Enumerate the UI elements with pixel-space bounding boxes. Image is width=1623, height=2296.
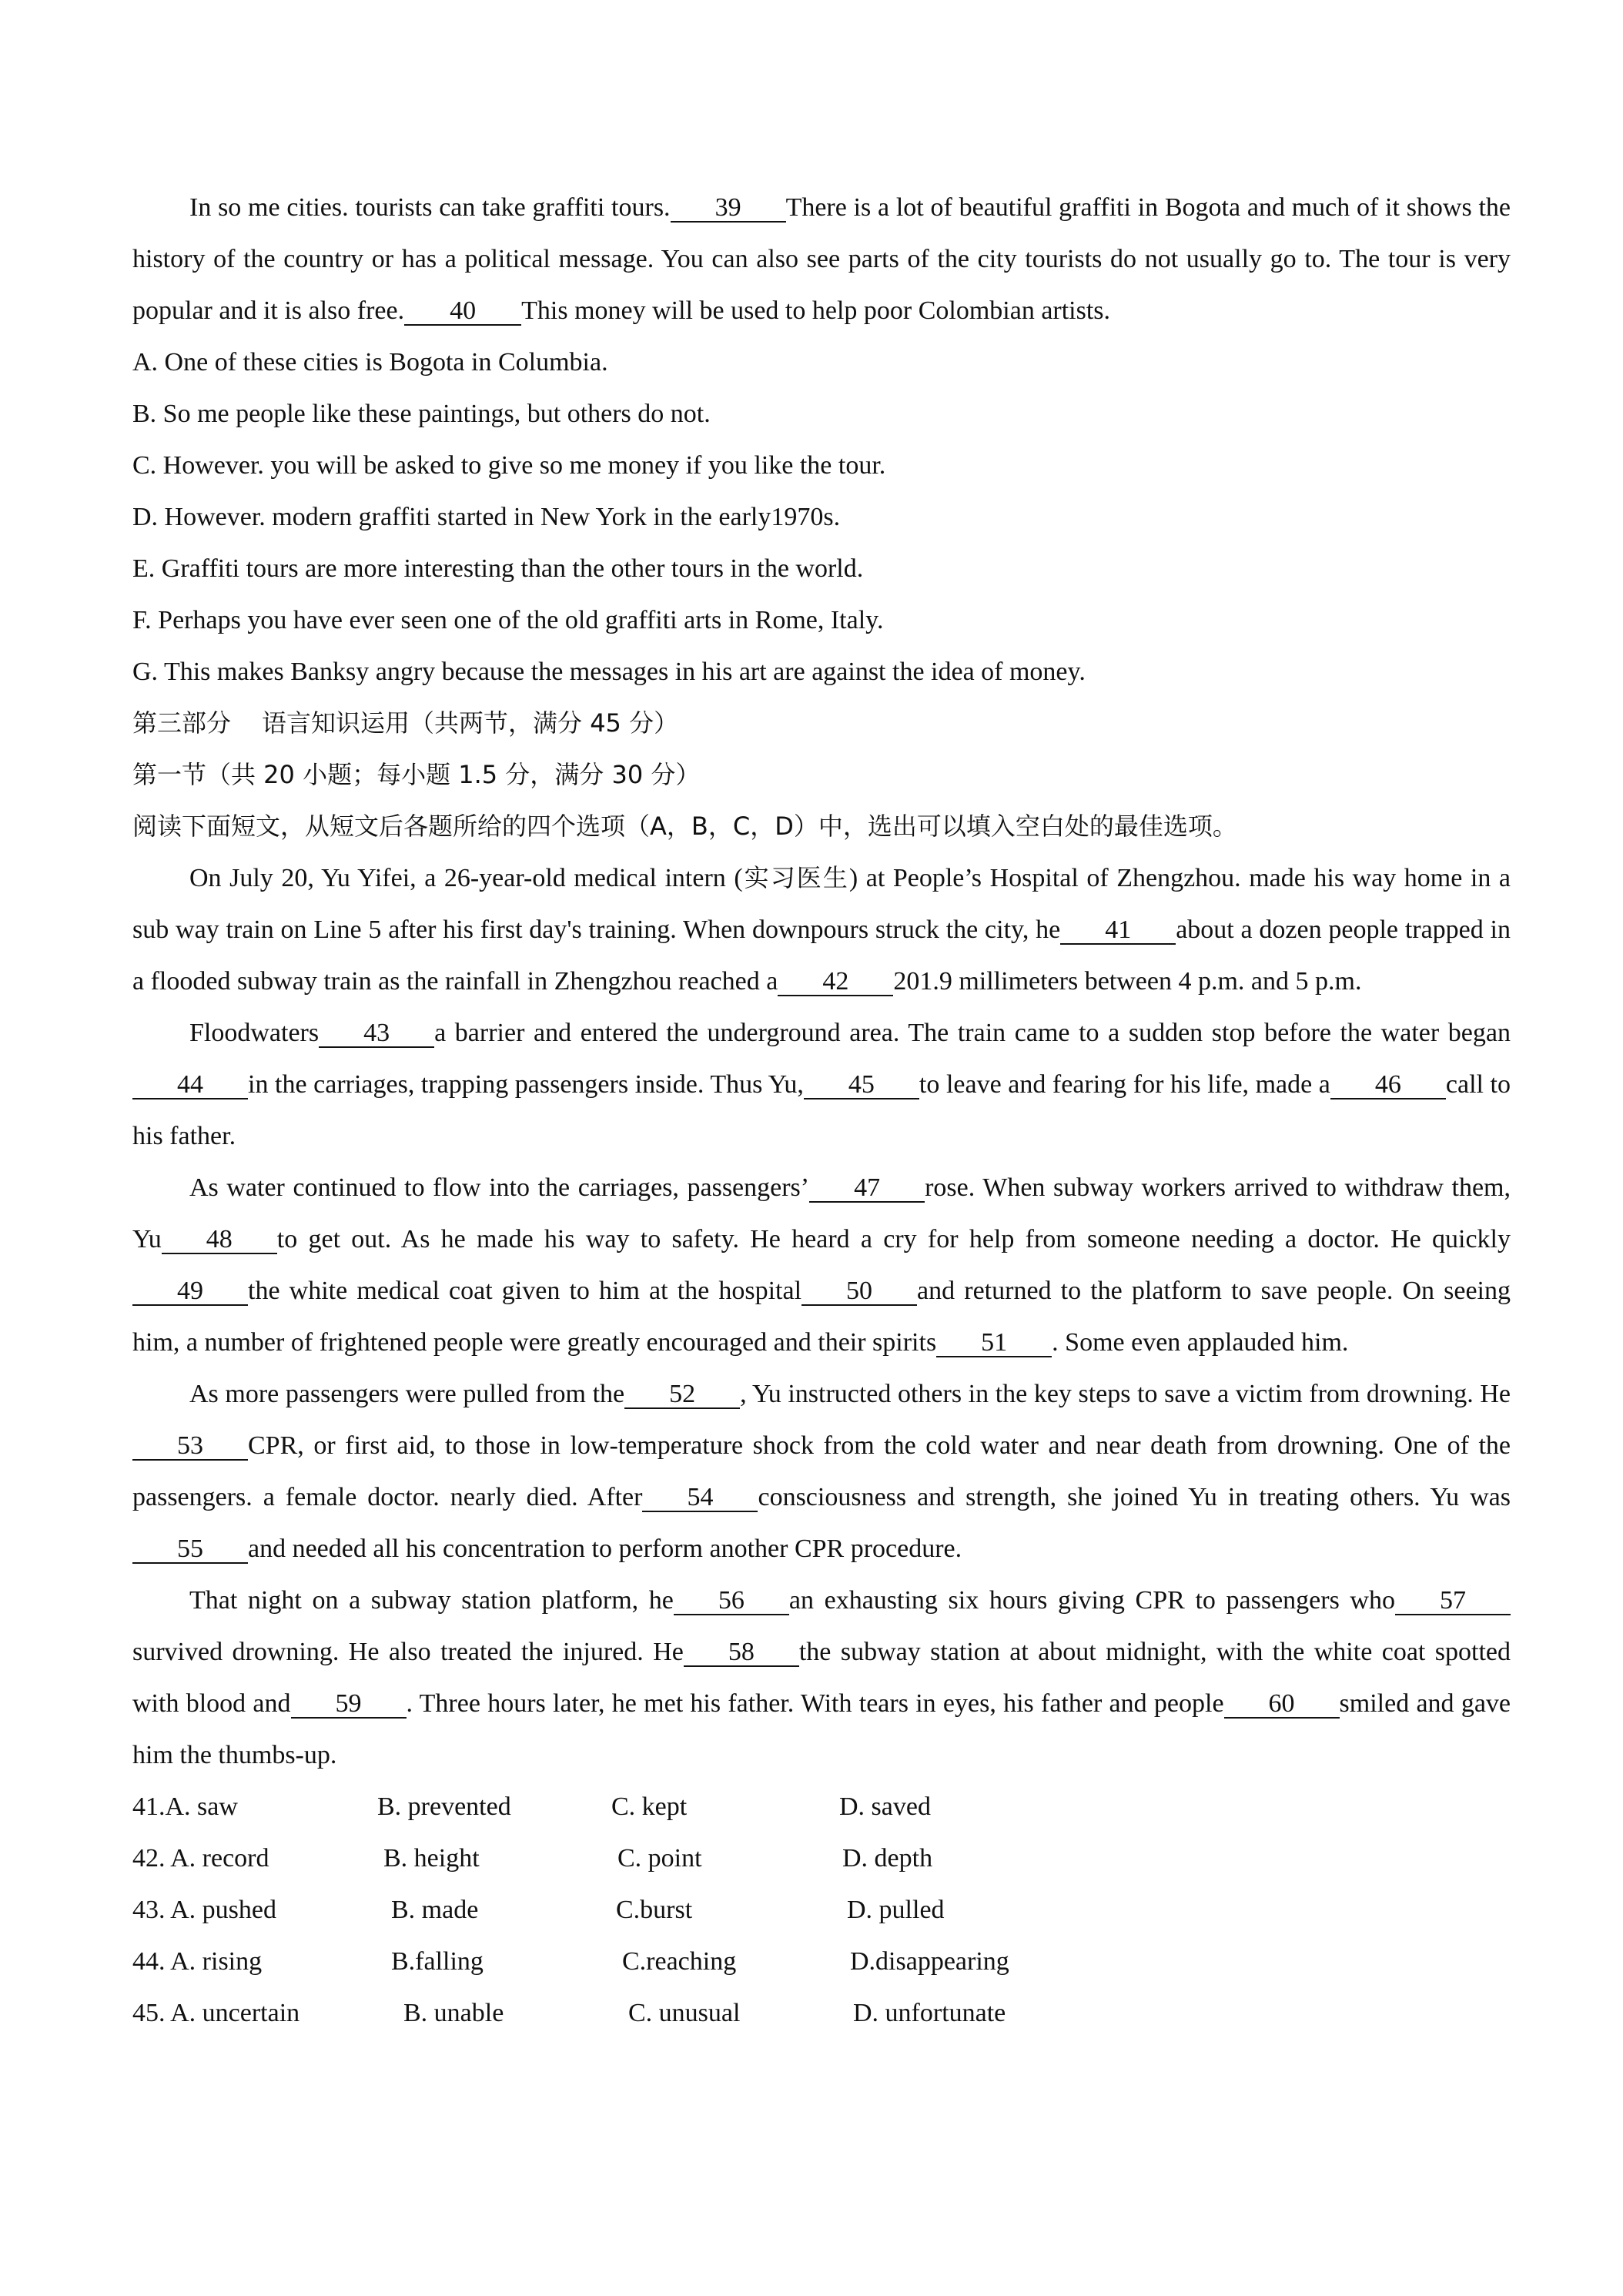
choice-b: B. height [383,1844,480,1873]
question-44 [132,1936,1511,1987]
blank-40: 40 [404,298,521,326]
cloze-paragraph [132,1575,1511,1781]
cloze-text: to leave and fearing for his life, made a [919,1070,1330,1099]
blank-43: 43 [319,1020,434,1048]
passage-text: This money will be used to help poor Colombian artists. [521,296,1111,325]
option-a: A. One of these cities is Bogota in Columbia. [132,348,608,377]
cloze-text: in the carriages, trapping passengers inside. Thus Yu, [248,1070,804,1099]
cloze-text: On July 20, Yu Yifei, a 26-year-old medical intern ( [189,864,743,892]
cloze-text: survived drowning. He also treated the injured. He [132,1638,684,1666]
cloze-text: the white medical coat given to him at the hospital [248,1277,802,1305]
blank-56: 56 [674,1588,789,1615]
section-heading [132,698,1511,749]
blank-55: 55 [132,1536,248,1564]
cloze-text: CPR, or first aid, to those in low-temperature shock from the cold water and near death from drowning. One of the passengers. a female doctor. nearly died. After [132,1431,1511,1511]
blank-52: 52 [624,1381,740,1409]
question-45 [132,1987,1511,2039]
cloze-paragraph [132,1007,1511,1162]
choice-a: 41.A. saw [132,1792,238,1821]
choice-d: D. depth [842,1844,933,1873]
cloze-text: consciousness and strength, she joined Yu in treating others. Yu was [758,1483,1511,1511]
blank-42: 42 [778,969,893,996]
cloze-gloss: 实习医生 [742,863,849,892]
question-43 [132,1884,1511,1936]
cloze-paragraph [132,852,1511,1007]
cloze-text: the subway station at about midnight, with the white coat spotted with blood and [132,1638,1511,1718]
cloze-text: smiled and gave him the thumbs-up. [132,1689,1511,1769]
blank-58: 58 [684,1639,799,1667]
choice-b: B. prevented [377,1792,511,1821]
option-d: D. However. modern graffiti started in New York in the early1970s. [132,503,841,531]
blank-53: 53 [132,1433,248,1461]
choice-c: C. kept [611,1792,688,1821]
blank-41: 41 [1060,917,1176,945]
cloze-text: to get out. As he made his way to safety. He heard a cry for help from someone needing a doctor. He quickly [276,1225,1511,1253]
blank-39: 39 [671,195,786,223]
option-c: C. However. you will be asked to give so me money if you like the tour. [132,451,886,480]
blank-47: 47 [809,1175,925,1203]
option-b: B. So me people like these paintings, but others do not. [132,400,711,428]
option-e: E. Graffiti tours are more interesting than the other tours in the world. [132,554,864,583]
blank-44: 44 [132,1072,248,1099]
blank-57: 57 [1395,1588,1511,1615]
choice-a: 45. A. uncertain [132,1999,300,2027]
passage-text: There is a lot of beautiful graffiti in Bogota and much of it shows the history of the country or has a political message. You can also see parts of the city tourists do not usually go to. The tour is very popular and it is also free. [132,193,1511,325]
cloze-text: , Yu instructed others in the key steps to save a victim from drowning. He [740,1380,1511,1408]
question-42 [132,1832,1511,1884]
cloze-text: and returned to the platform to save people. On seeing him, a number of frightened people were greatly encouraged and their spirits [132,1277,1511,1357]
cloze-text: 201.9 millimeters between 4 p.m. and 5 p.m. [893,967,1362,996]
cloze-text: a barrier and entered the underground area. The train came to a sudden stop before the water began [434,1019,1511,1047]
passage-paragraph [132,182,1511,336]
cloze-text: . Three hours later, he met his father. With tears in eyes, his father and people [406,1689,1224,1718]
choice-c: C.burst [616,1896,693,1924]
blank-60: 60 [1224,1691,1340,1719]
option-f: F. Perhaps you have ever seen one of the old graffiti arts in Rome, Italy. [132,606,884,634]
blank-54: 54 [642,1484,758,1512]
cloze-text: about a dozen people trapped in a flooded subway train as the rainfall in Zhengzhou reached a [132,915,1511,996]
choice-a: 44. A. rising [132,1947,263,1976]
choice-c: C.reaching [622,1947,737,1976]
cloze-text: an exhausting six hours giving CPR to passengers who [788,1586,1395,1615]
cloze-text: That night on a subway station platform, he [189,1586,674,1615]
part-label: 第三部分 [132,708,232,738]
blank-45: 45 [804,1072,919,1099]
choice-a: 42. A. record [132,1844,269,1873]
option-g: G. This makes Banksy angry because the messages in his art are against the idea of money. [132,658,1086,686]
blank-51: 51 [936,1330,1052,1357]
choice-a: 43. A. pushed [132,1896,276,1924]
choice-d: D. unfortunate [853,1999,1006,2027]
passage-text: In so me cities. tourists can take graffiti tours. [189,193,671,222]
choice-d: D.disappearing [850,1947,1009,1976]
blank-59: 59 [291,1691,407,1719]
cloze-text: . Some even applauded him. [1052,1328,1349,1357]
part-title: 语言知识运用（共两节，满分 45 分） [262,708,679,738]
choice-b: B. unable [403,1999,504,2027]
section-subheading: 第一节（共 20 小题；每小题 1.5 分，满分 30 分） [132,760,701,789]
cloze-paragraph [132,1368,1511,1575]
choice-b: B.falling [391,1947,484,1976]
cloze-text: As more passengers were pulled from the [189,1380,625,1408]
cloze-text: Floodwaters [189,1019,320,1047]
choice-b: B. made [391,1896,479,1924]
choice-c: C. unusual [628,1999,741,2027]
choice-d: D. pulled [847,1896,945,1924]
cloze-text: and needed all his concentration to perform another CPR procedure. [248,1535,962,1563]
cloze-text: rose. When subway workers arrived to withdraw them, Yu [132,1173,1511,1253]
cloze-text: call to his father. [132,1070,1511,1150]
blank-49: 49 [132,1278,248,1306]
blank-50: 50 [801,1278,917,1306]
blank-46: 46 [1330,1072,1446,1099]
choice-d: D. saved [839,1792,931,1821]
choice-c: C. point [617,1844,702,1873]
section-instruction: 阅读下面短文，从短文后各题所给的四个选项（A，B，C，D）中，选出可以填入空白处的最佳选项。 [132,812,1237,841]
cloze-paragraph [132,1162,1511,1368]
cloze-text: ) at People’s Hospital of Zhengzhou. made his way home in a sub way train on Line 5 after his first day's training. When downpours struck the city, he [132,864,1511,944]
blank-48: 48 [162,1227,277,1254]
cloze-text: As water continued to flow into the carriages, passengers’ [189,1173,810,1202]
document-page [132,182,1511,2039]
question-41 [132,1781,1511,1832]
